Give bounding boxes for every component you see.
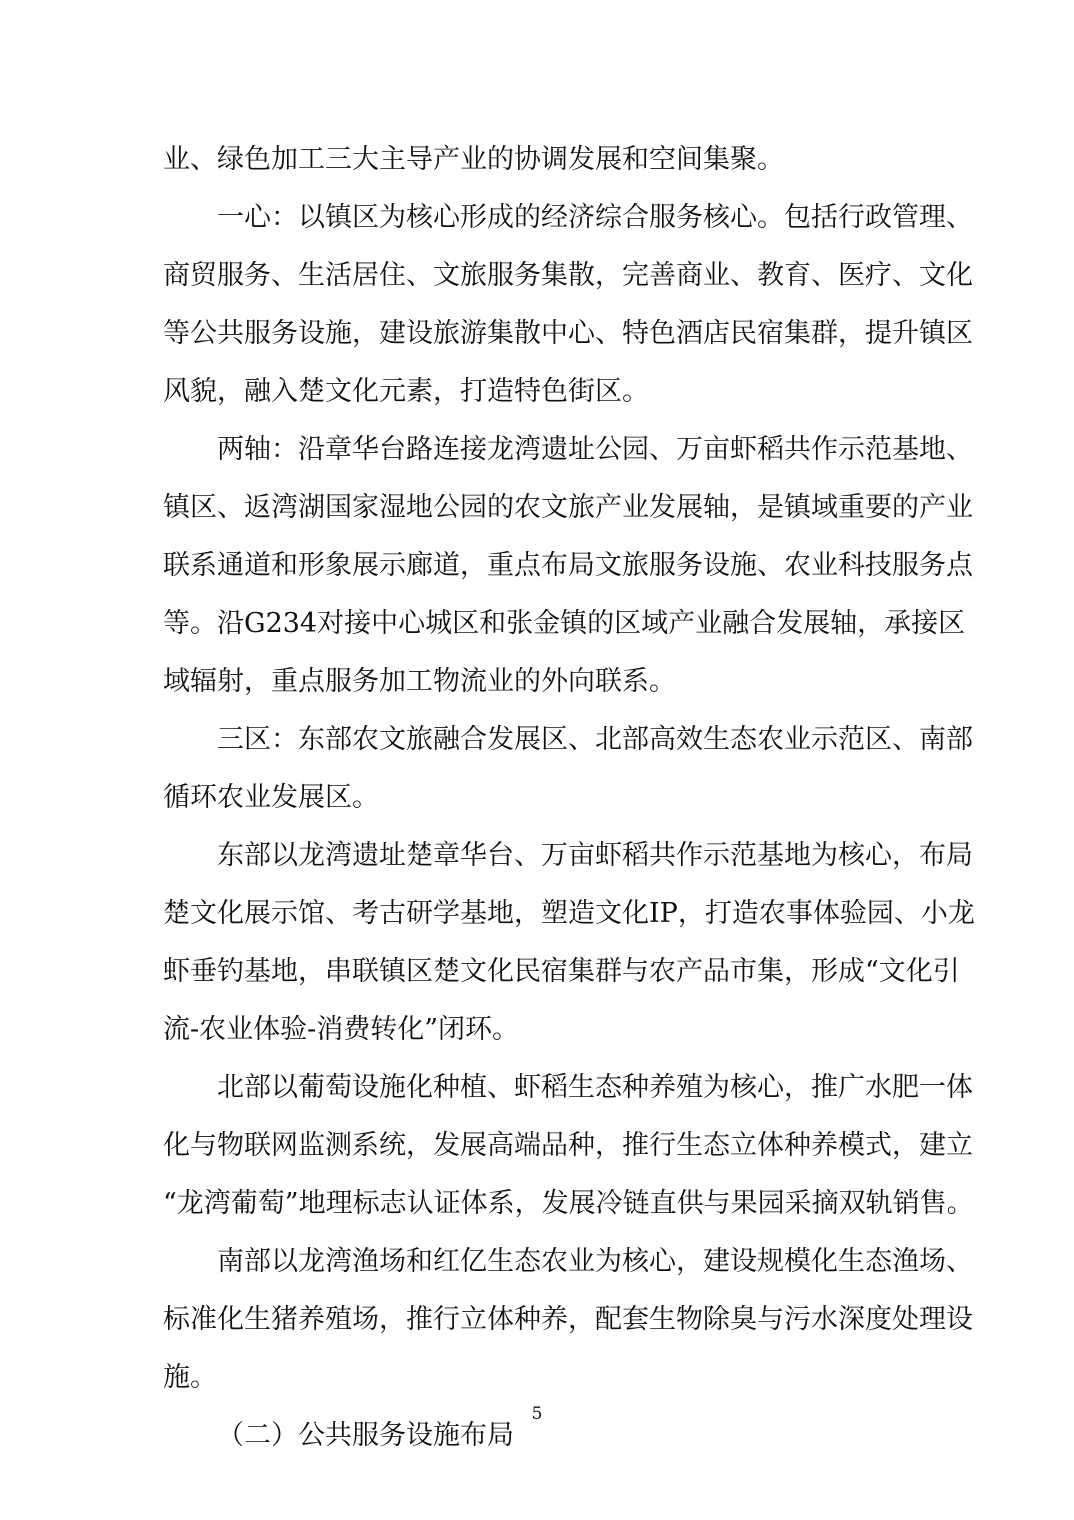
text-line: 风貌，融入楚文化元素，打造特色街区。 [163,376,649,407]
text-line: 虾垂钓基地，串联镇区楚文化民宿集群与农产品市集，形成“文化引 [163,956,960,987]
text-line: 商贸服务、生活居住、文旅服务集散，完善商业、教育、医疗、文化 [163,260,973,291]
paragraph-start-line: 北部以葡萄设施化种植、虾稻生态种养殖为核心，推广水肥一体 [217,1072,973,1103]
paragraph-start-line: 两轴：沿章华台路连接龙湾遗址公园、万亩虾稻共作示范基地、 [217,434,973,465]
page-number: 5 [531,1404,543,1424]
text-line: 等公共服务设施，建设旅游集散中心、特色酒店民宿集群，提升镇区 [163,318,973,349]
text-line: 业、绿色加工三大主导产业的协调发展和空间集聚。 [163,144,784,175]
paragraph-start-line: 一心：以镇区为核心形成的经济综合服务核心。包括行政管理、 [217,202,973,233]
text-line: 联系通道和形象展示廊道，重点布局文旅服务设施、农业科技服务点 [163,550,973,581]
text-line: 楚文化展示馆、考古研学基地，塑造文化IP，打造农事体验园、小龙 [163,898,975,929]
text-line: 化与物联网监测系统，发展高端品种，推行生态立体种养模式，建立 [163,1130,973,1161]
paragraph-start-line: 南部以龙湾渔场和红亿生态农业为核心，建设规模化生态渔场、 [217,1246,973,1277]
section-heading: （二）公共服务设施布局 [217,1420,514,1451]
text-line: 流-农业体验-消费转化”闭环。 [163,1014,520,1045]
text-line: 镇区、返湾湖国家湿地公园的农文旅产业发展轴，是镇域重要的产业 [163,492,973,523]
text-line: 标准化生猪养殖场，推行立体种养，配套生物除臭与污水深度处理设 [163,1304,973,1335]
text-line: “龙湾葡萄”地理标志认证体系，发展冷链直供与果园采摘双轨销售。 [163,1188,974,1219]
paragraph-start-line: 三区：东部农文旅融合发展区、北部高效生态农业示范区、南部 [217,724,973,755]
text-line: 等。沿G234对接中心城区和张金镇的区域产业融合发展轴，承接区 [163,608,966,639]
paragraph-start-line: 东部以龙湾遗址楚章华台、万亩虾稻共作示范基地为核心，布局 [217,840,973,871]
text-line: 循环农业发展区。 [163,782,379,813]
text-line: 施。 [163,1362,217,1393]
text-line: 域辐射，重点服务加工物流业的外向联系。 [163,666,676,697]
